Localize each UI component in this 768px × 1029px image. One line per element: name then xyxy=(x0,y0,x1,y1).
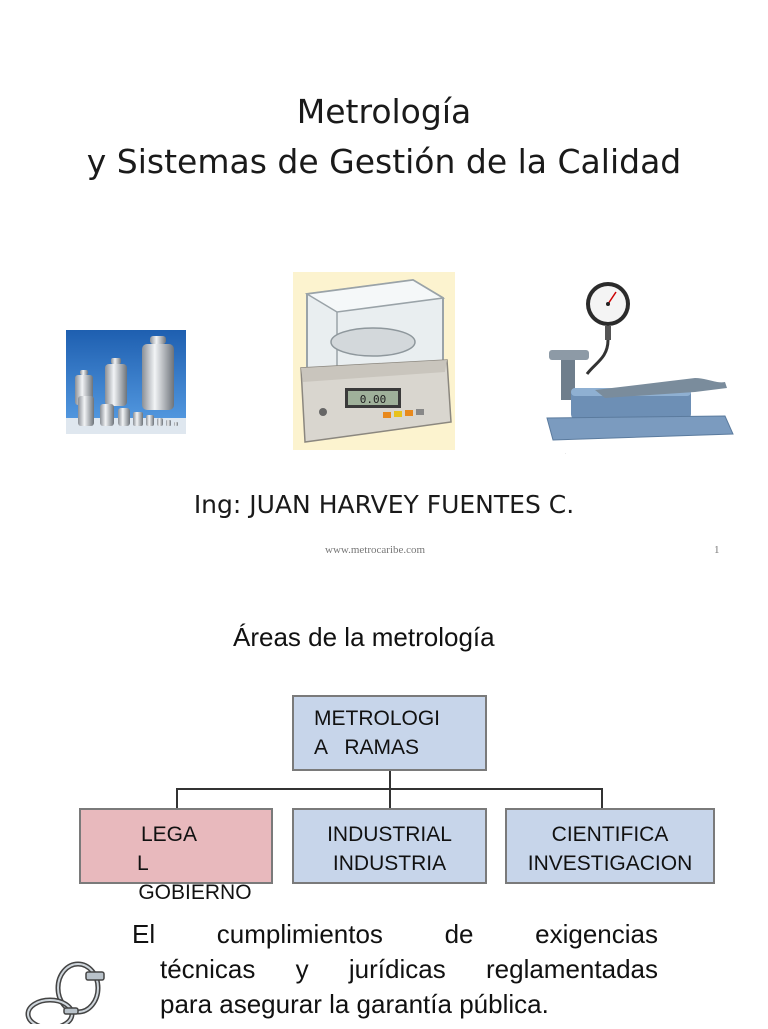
handcuffs-icon xyxy=(20,958,130,1024)
balance-display-readout: 0.00 xyxy=(359,393,387,406)
branch-cientifica-line-1: CIENTIFICA xyxy=(551,823,669,846)
branch-legal-line-2: GOBIERNO xyxy=(138,881,252,904)
branch-legal-line-1: LEGA xyxy=(141,823,198,846)
analytical-balance-image xyxy=(293,272,455,450)
branch-industrial-line-2: INDUSTRIA xyxy=(332,852,447,875)
footer-url: www.metrocaribe.com xyxy=(325,544,426,556)
pressure-gauge-tester-image xyxy=(535,278,740,458)
branch-box-cientifica xyxy=(505,808,715,884)
paragraph-line-3: para asegurar la garantía pública. xyxy=(160,989,549,1019)
root-box-line-1: METROLOGI xyxy=(314,707,441,730)
branch-legal-overlay-letter: L xyxy=(137,852,149,875)
page-number: 1 xyxy=(714,544,720,556)
branch-box-legal xyxy=(79,808,273,904)
slide-title-line-2: y Sistemas de Gestión de la Calidad xyxy=(86,142,682,181)
author-name: Ing: JUAN HARVEY FUENTES C. xyxy=(193,490,575,519)
root-box-line-2: A RAMAS xyxy=(314,736,420,759)
definition-paragraph xyxy=(132,917,658,1022)
root-box-metrologia-ramas xyxy=(292,695,487,771)
connector-middle xyxy=(389,788,391,809)
paragraph-line-2: técnicas y jurídicas reglamentadas xyxy=(160,954,658,984)
calibration-weights-image xyxy=(66,330,186,434)
branch-industrial-line-1: INDUSTRIAL xyxy=(327,823,452,846)
areas-title: Áreas de la metrología xyxy=(233,622,495,652)
branch-cientifica-line-2: INVESTIGACION xyxy=(527,852,693,875)
branch-box-industrial xyxy=(292,808,487,884)
connector-left xyxy=(176,788,178,809)
connector-right xyxy=(601,788,603,809)
slide-title-line-1: Metrología xyxy=(296,92,472,131)
paragraph-line-1: El cumplimientos de exigencias xyxy=(132,919,658,949)
connector-vertical-root xyxy=(389,771,391,789)
svg-text:.: . xyxy=(565,450,567,455)
